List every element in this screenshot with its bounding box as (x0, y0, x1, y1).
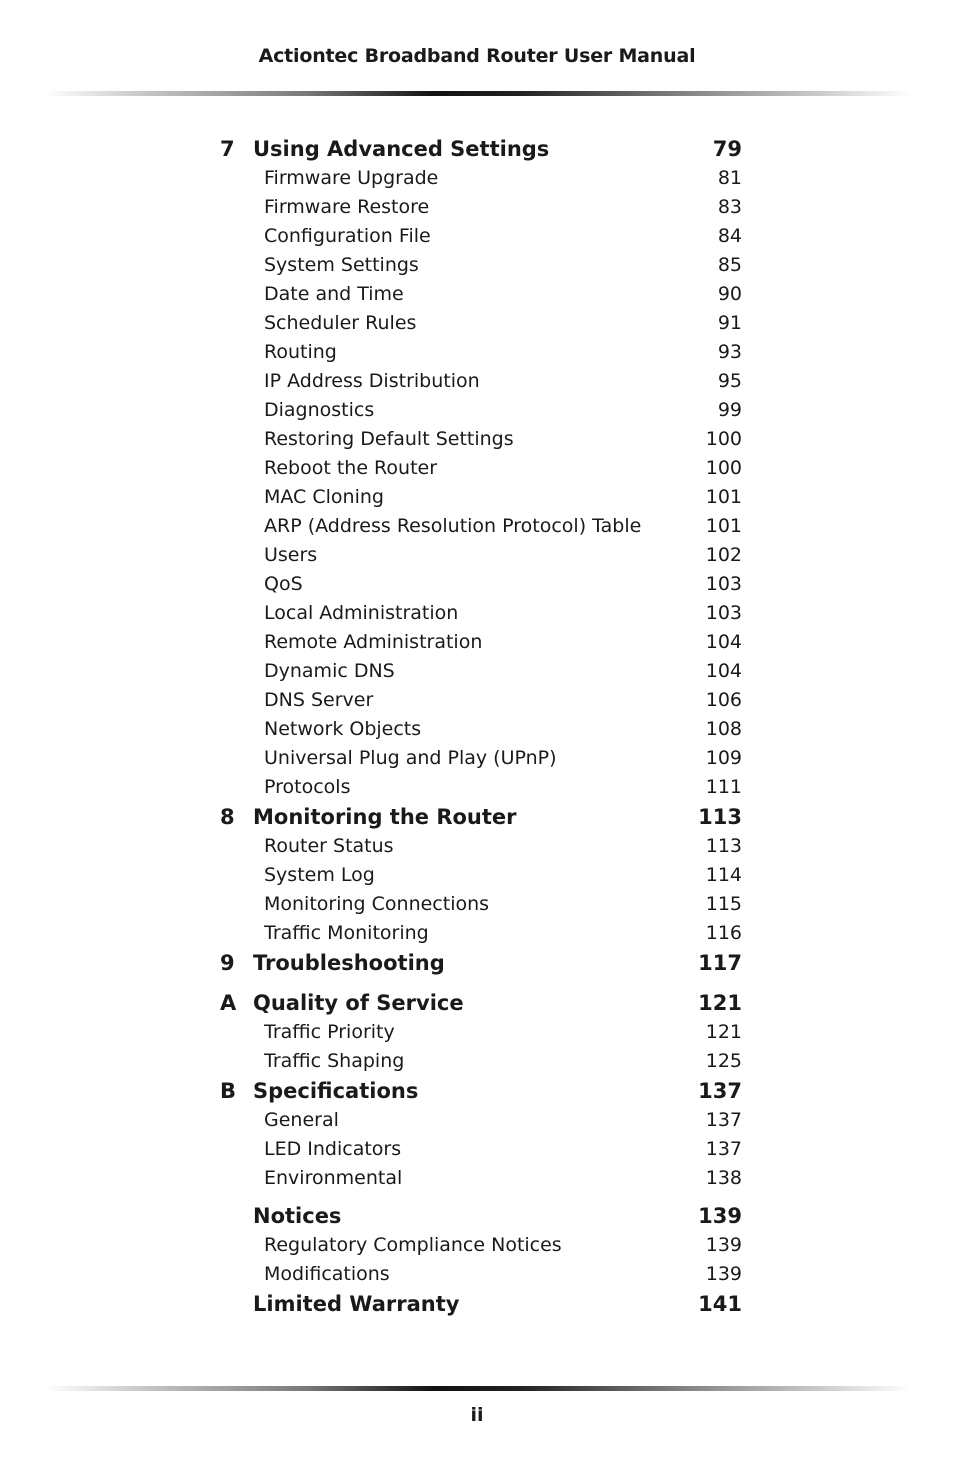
entry-page: 139 (705, 1263, 742, 1285)
entry-title: Reboot the Router (264, 457, 438, 479)
entry-title: MAC Cloning (264, 486, 384, 508)
entry-title: Dynamic DNS (264, 660, 395, 682)
chapter-page: 139 (698, 1204, 742, 1228)
toc-entry[interactable] (220, 193, 742, 222)
chapter-page: 79 (712, 137, 742, 161)
entry-page: 139 (705, 1234, 742, 1256)
toc-entry[interactable] (220, 1231, 742, 1260)
entry-title: Traffic Priority (264, 1021, 395, 1043)
chapter-page: 121 (698, 991, 742, 1015)
entry-page: 101 (705, 515, 742, 537)
entry-page: 90 (717, 283, 742, 305)
entry-title: IP Address Distribution (264, 370, 480, 392)
entry-page: 85 (717, 254, 742, 276)
toc-appendix-b[interactable] (220, 1076, 742, 1106)
chapter-number: B (220, 1079, 237, 1103)
table-of-contents (220, 134, 742, 1319)
chapter-page: 141 (698, 1292, 742, 1316)
toc-entry[interactable] (220, 599, 742, 628)
entry-page: 91 (717, 312, 742, 334)
entry-page: 114 (705, 864, 742, 886)
entry-page: 115 (705, 893, 742, 915)
toc-entry[interactable] (220, 425, 742, 454)
toc-entry[interactable] (220, 744, 742, 773)
entry-title: Router Status (264, 835, 394, 857)
toc-entry[interactable] (220, 1047, 742, 1076)
toc-entry[interactable] (220, 686, 742, 715)
chapter-page: 113 (698, 805, 742, 829)
toc-entry[interactable] (220, 1135, 742, 1164)
entry-title: QoS (264, 573, 303, 595)
entry-title: Firmware Upgrade (264, 167, 439, 189)
entry-title: System Log (264, 864, 375, 886)
entry-title: Scheduler Rules (264, 312, 417, 334)
entry-title: Traffic Monitoring (264, 922, 429, 944)
entry-title: Diagnostics (264, 399, 375, 421)
entry-title: Regulatory Compliance Notices (264, 1234, 562, 1256)
entry-page: 125 (705, 1050, 742, 1072)
entry-title: Remote Administration (264, 631, 483, 653)
toc-entry[interactable] (220, 919, 742, 948)
toc-chapter-7[interactable] (220, 134, 742, 164)
toc-entry[interactable] (220, 628, 742, 657)
chapter-number: 7 (220, 137, 235, 161)
toc-entry[interactable] (220, 832, 742, 861)
entry-title: DNS Server (264, 689, 374, 711)
entry-page: 109 (705, 747, 742, 769)
toc-entry[interactable] (220, 890, 742, 919)
header-divider (45, 91, 911, 96)
entry-title: Universal Plug and Play (UPnP) (264, 747, 557, 769)
chapter-title: Quality of Service (253, 991, 464, 1015)
entry-title: Modifications (264, 1263, 390, 1285)
toc-chapter-9[interactable] (220, 948, 742, 978)
toc-entry[interactable] (220, 309, 742, 338)
entry-page: 100 (705, 428, 742, 450)
entry-title: General (264, 1109, 339, 1131)
toc-entry[interactable] (220, 541, 742, 570)
entry-title: LED Indicators (264, 1138, 402, 1160)
toc-entry[interactable] (220, 1018, 742, 1047)
entry-title: Configuration File (264, 225, 431, 247)
toc-entry[interactable] (220, 657, 742, 686)
toc-limited-warranty[interactable] (220, 1289, 742, 1319)
footer-divider (45, 1386, 911, 1391)
toc-entry[interactable] (220, 280, 742, 309)
entry-page: 99 (717, 399, 742, 421)
entry-title: Users (264, 544, 318, 566)
toc-entry[interactable] (220, 396, 742, 425)
entry-page: 104 (705, 631, 742, 653)
toc-entry[interactable] (220, 338, 742, 367)
entry-page: 111 (705, 776, 742, 798)
entry-page: 100 (705, 457, 742, 479)
chapter-page: 117 (698, 951, 742, 975)
entry-title: Routing (264, 341, 337, 363)
entry-page: 116 (705, 922, 742, 944)
footer-page-number: ii (470, 1404, 484, 1426)
entry-title: Network Objects (264, 718, 422, 740)
chapter-title: Limited Warranty (253, 1292, 460, 1316)
toc-chapter-8[interactable] (220, 802, 742, 832)
toc-entry[interactable] (220, 222, 742, 251)
entry-title: Protocols (264, 776, 351, 798)
entry-title: Monitoring Connections (264, 893, 490, 915)
entry-title: Traffic Shaping (264, 1050, 405, 1072)
entry-page: 113 (705, 835, 742, 857)
entry-title: Restoring Default Settings (264, 428, 514, 450)
chapter-title: Specifications (253, 1079, 419, 1103)
toc-entry[interactable] (220, 454, 742, 483)
entry-page: 138 (705, 1167, 742, 1189)
toc-entry[interactable] (220, 715, 742, 744)
entry-page: 103 (705, 602, 742, 624)
entry-page: 102 (705, 544, 742, 566)
entry-page: 93 (717, 341, 742, 363)
toc-entry[interactable] (220, 164, 742, 193)
entry-title: Local Administration (264, 602, 459, 624)
entry-page: 103 (705, 573, 742, 595)
chapter-title: Using Advanced Settings (253, 137, 550, 161)
entry-page: 104 (705, 660, 742, 682)
chapter-number: A (220, 991, 237, 1015)
document-header-title: Actiontec Broadband Router User Manual (258, 45, 696, 67)
chapter-title: Monitoring the Router (253, 805, 517, 829)
entry-page: 137 (705, 1138, 742, 1160)
chapter-page: 137 (698, 1079, 742, 1103)
chapter-title: Notices (253, 1204, 342, 1228)
entry-title: Firmware Restore (264, 196, 430, 218)
toc-entry[interactable] (220, 1164, 742, 1193)
entry-page: 121 (705, 1021, 742, 1043)
entry-title: ARP (Address Resolution Protocol) Table (264, 515, 642, 537)
toc-entry[interactable] (220, 570, 742, 599)
toc-entry[interactable] (220, 1106, 742, 1135)
toc-entry[interactable] (220, 861, 742, 890)
toc-appendix-a[interactable] (220, 988, 742, 1018)
toc-entry[interactable] (220, 367, 742, 396)
entry-title: System Settings (264, 254, 419, 276)
entry-page: 108 (705, 718, 742, 740)
entry-page: 101 (705, 486, 742, 508)
chapter-title: Troubleshooting (253, 951, 445, 975)
entry-page: 83 (717, 196, 742, 218)
toc-entry[interactable] (220, 1260, 742, 1289)
entry-page: 106 (705, 689, 742, 711)
toc-entry[interactable] (220, 483, 742, 512)
toc-entry[interactable] (220, 773, 742, 802)
entry-page: 137 (705, 1109, 742, 1131)
toc-notices[interactable] (220, 1201, 742, 1231)
chapter-number: 9 (220, 951, 235, 975)
toc-entry[interactable] (220, 512, 742, 541)
entry-page: 95 (717, 370, 742, 392)
chapter-number: 8 (220, 805, 235, 829)
toc-entry[interactable] (220, 251, 742, 280)
entry-title: Date and Time (264, 283, 404, 305)
entry-page: 84 (717, 225, 742, 247)
entry-title: Environmental (264, 1167, 403, 1189)
entry-page: 81 (717, 167, 742, 189)
